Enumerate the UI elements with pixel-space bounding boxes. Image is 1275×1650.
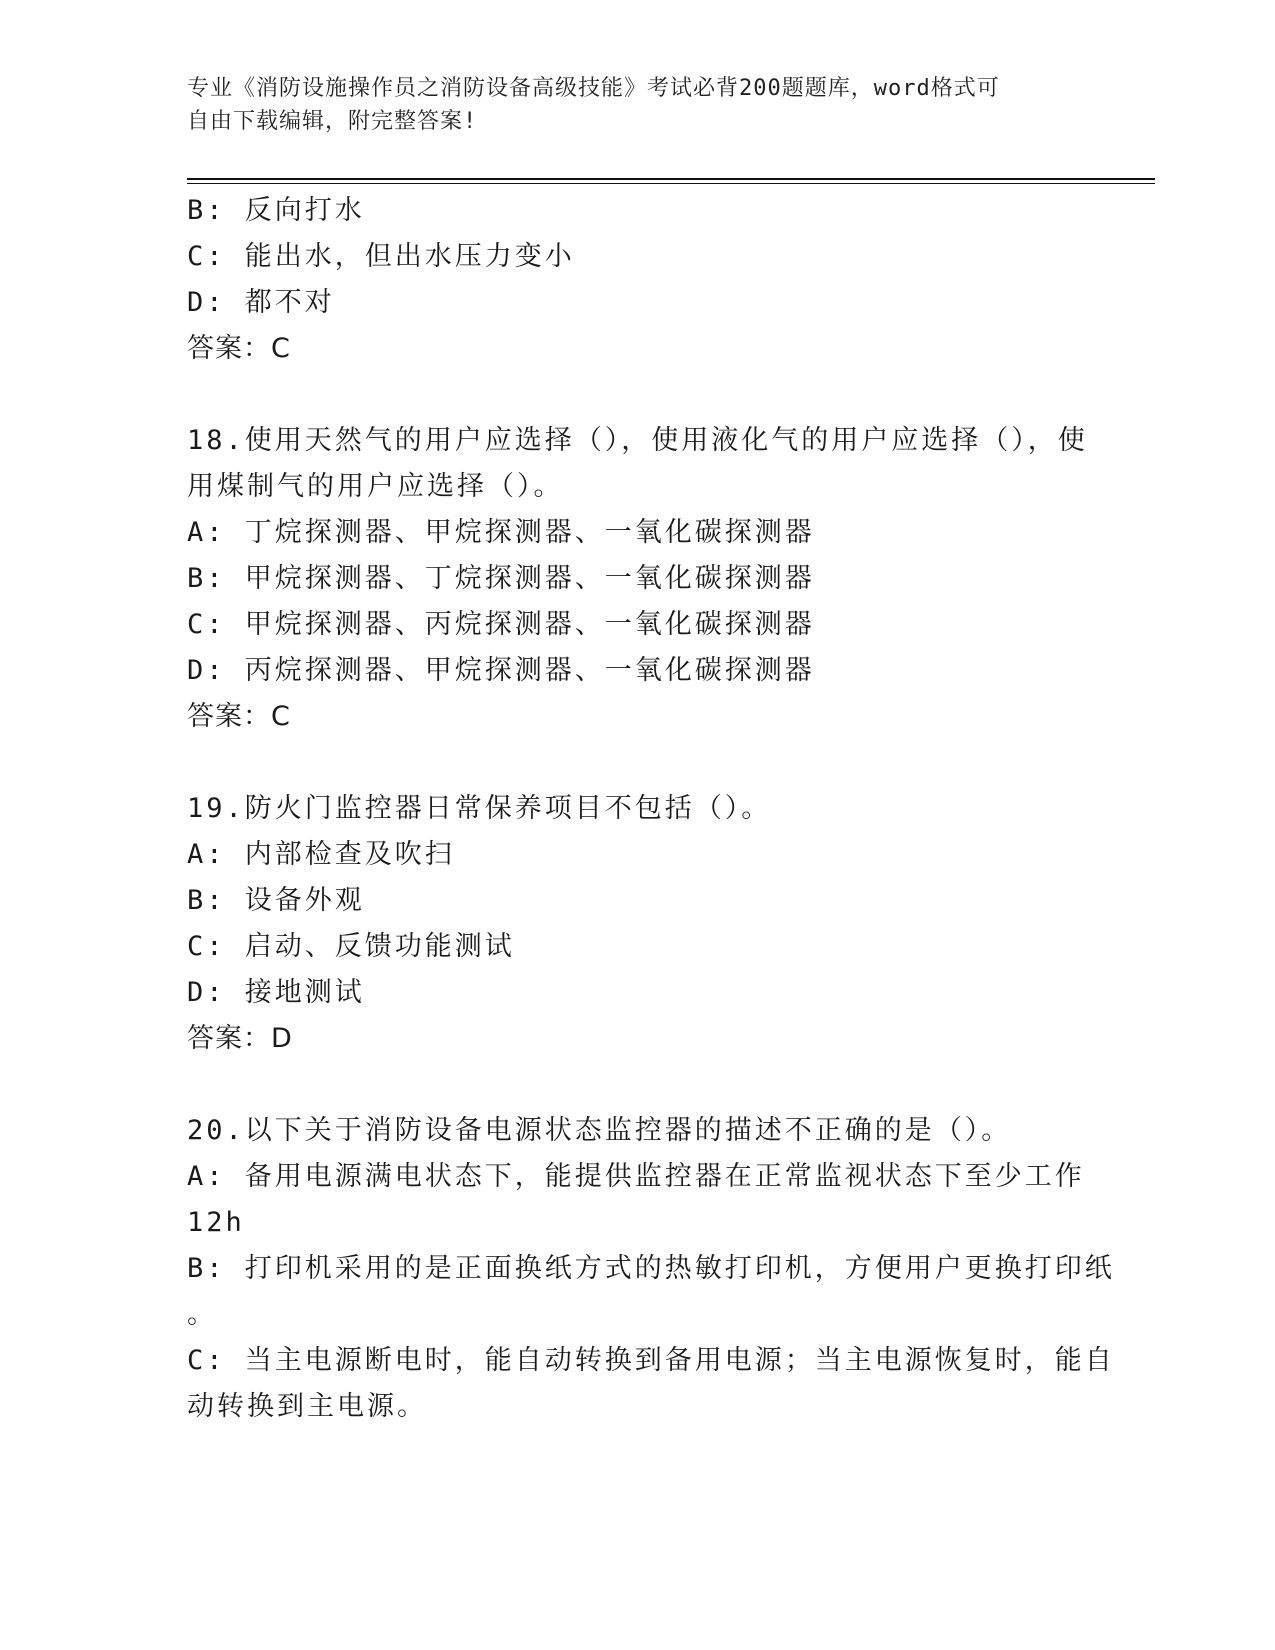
question-stem: 18.使用天然气的用户应选择（），使用液化气的用户应选择（），使 — [187, 425, 1088, 456]
option-b-continued: 。 — [187, 1299, 217, 1330]
question-stem: 19.防火门监控器日常保养项目不包括（）。 — [187, 793, 772, 824]
question-19 — [187, 786, 1087, 1062]
header-line-2: 自由下载编辑，附完整答案! — [187, 109, 478, 134]
header-line-1: 专业《消防设施操作员之消防设备高级技能》考试必背200题题库，word格式可 — [187, 76, 1000, 101]
option-d: D: 丙烷探测器、甲烷探测器、一氧化碳探测器 — [187, 655, 815, 686]
option-a-continued: 12h — [187, 1207, 245, 1238]
header-rule-thin — [187, 183, 1155, 184]
option-c: C: 甲烷探测器、丙烷探测器、一氧化碳探测器 — [187, 609, 815, 640]
spacer — [187, 372, 1087, 418]
option-b: B: 打印机采用的是正面换纸方式的热敏打印机，方便用户更换打印纸 — [187, 1253, 1115, 1284]
option-d: D: 接地测试 — [187, 977, 365, 1008]
spacer — [187, 740, 1087, 786]
option-b: B: 设备外观 — [187, 885, 365, 916]
option-a: A: 备用电源满电状态下，能提供监控器在正常监视状态下至少工作 — [187, 1161, 1085, 1192]
question-17-continued — [187, 188, 1087, 372]
option-a: A: 内部检查及吹扫 — [187, 839, 455, 870]
option-c: C: 启动、反馈功能测试 — [187, 931, 515, 962]
option-c: C: 当主电源断电时，能自动转换到备用电源；当主电源恢复时，能自 — [187, 1345, 1115, 1376]
option-b: B: 反向打水 — [187, 195, 365, 226]
option-c: C: 能出水，但出水压力变小 — [187, 241, 575, 272]
question-18 — [187, 418, 1087, 740]
option-a: A: 丁烷探测器、甲烷探测器、一氧化碳探测器 — [187, 517, 815, 548]
spacer — [187, 1062, 1087, 1108]
question-20 — [187, 1108, 1115, 1430]
option-b: B: 甲烷探测器、丁烷探测器、一氧化碳探测器 — [187, 563, 815, 594]
document-body — [187, 188, 1115, 1430]
question-stem: 20.以下关于消防设备电源状态监控器的描述不正确的是（）。 — [187, 1115, 1012, 1146]
answer: 答案：C — [187, 333, 291, 364]
document-header — [187, 72, 1087, 138]
question-stem: 用煤制气的用户应选择（）。 — [187, 471, 564, 502]
answer: 答案：D — [187, 1023, 293, 1054]
option-d: D: 都不对 — [187, 287, 335, 318]
answer: 答案：C — [187, 701, 291, 732]
header-rule-thick — [187, 178, 1155, 180]
option-c-continued: 动转换到主电源。 — [187, 1391, 427, 1422]
